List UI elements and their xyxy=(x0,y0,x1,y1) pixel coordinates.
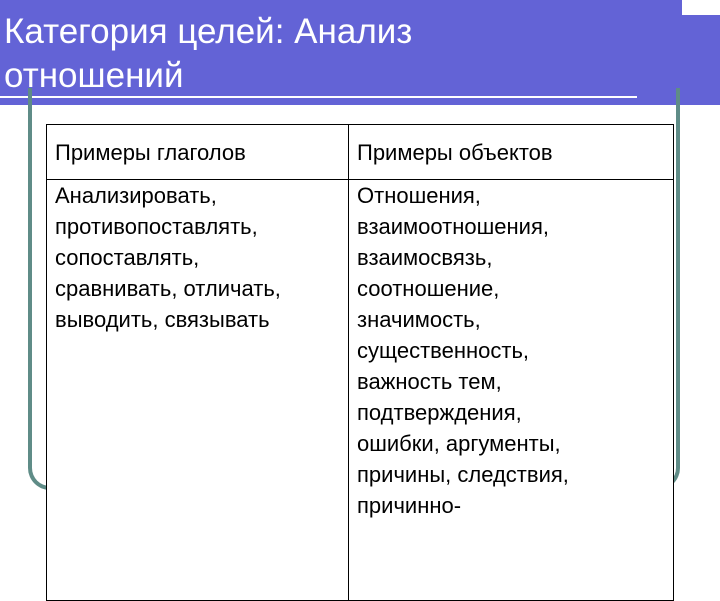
verb-line: сопоставлять, xyxy=(55,245,200,270)
object-line: причины, следствия, xyxy=(357,462,569,487)
object-line: причинно- xyxy=(357,493,462,518)
object-line: существенность, xyxy=(357,338,530,363)
table-header-row xyxy=(47,125,674,180)
content-table xyxy=(46,124,674,601)
object-line: подтверждения, xyxy=(357,400,522,425)
object-line: значимость, xyxy=(357,307,481,332)
slide-title-line-1: Категория целей: Анализ xyxy=(4,12,413,51)
header-verbs: Примеры глаголов xyxy=(47,125,349,180)
title-corner xyxy=(682,0,720,15)
object-line: Отношения, xyxy=(357,183,481,208)
slide-title-line-2: отношений xyxy=(4,56,184,95)
object-line: взаимосвязь, xyxy=(357,245,493,270)
objects-cell xyxy=(349,180,674,601)
verbs-cell xyxy=(47,180,349,601)
verb-line: сравнивать, отличать, xyxy=(55,276,281,301)
table-row xyxy=(47,180,674,601)
verb-line: Анализировать, xyxy=(55,183,217,208)
object-line: ошибки, аргументы, xyxy=(357,431,561,456)
verb-line: выводить, связывать xyxy=(55,307,270,332)
verb-line: противопоставлять, xyxy=(55,214,258,239)
object-line: взаимоотношения, xyxy=(357,214,549,239)
header-objects: Примеры объектов xyxy=(349,125,674,180)
object-line: соотношение, xyxy=(357,276,500,301)
slide-title xyxy=(4,10,412,98)
object-line: важность тем, xyxy=(357,369,502,394)
